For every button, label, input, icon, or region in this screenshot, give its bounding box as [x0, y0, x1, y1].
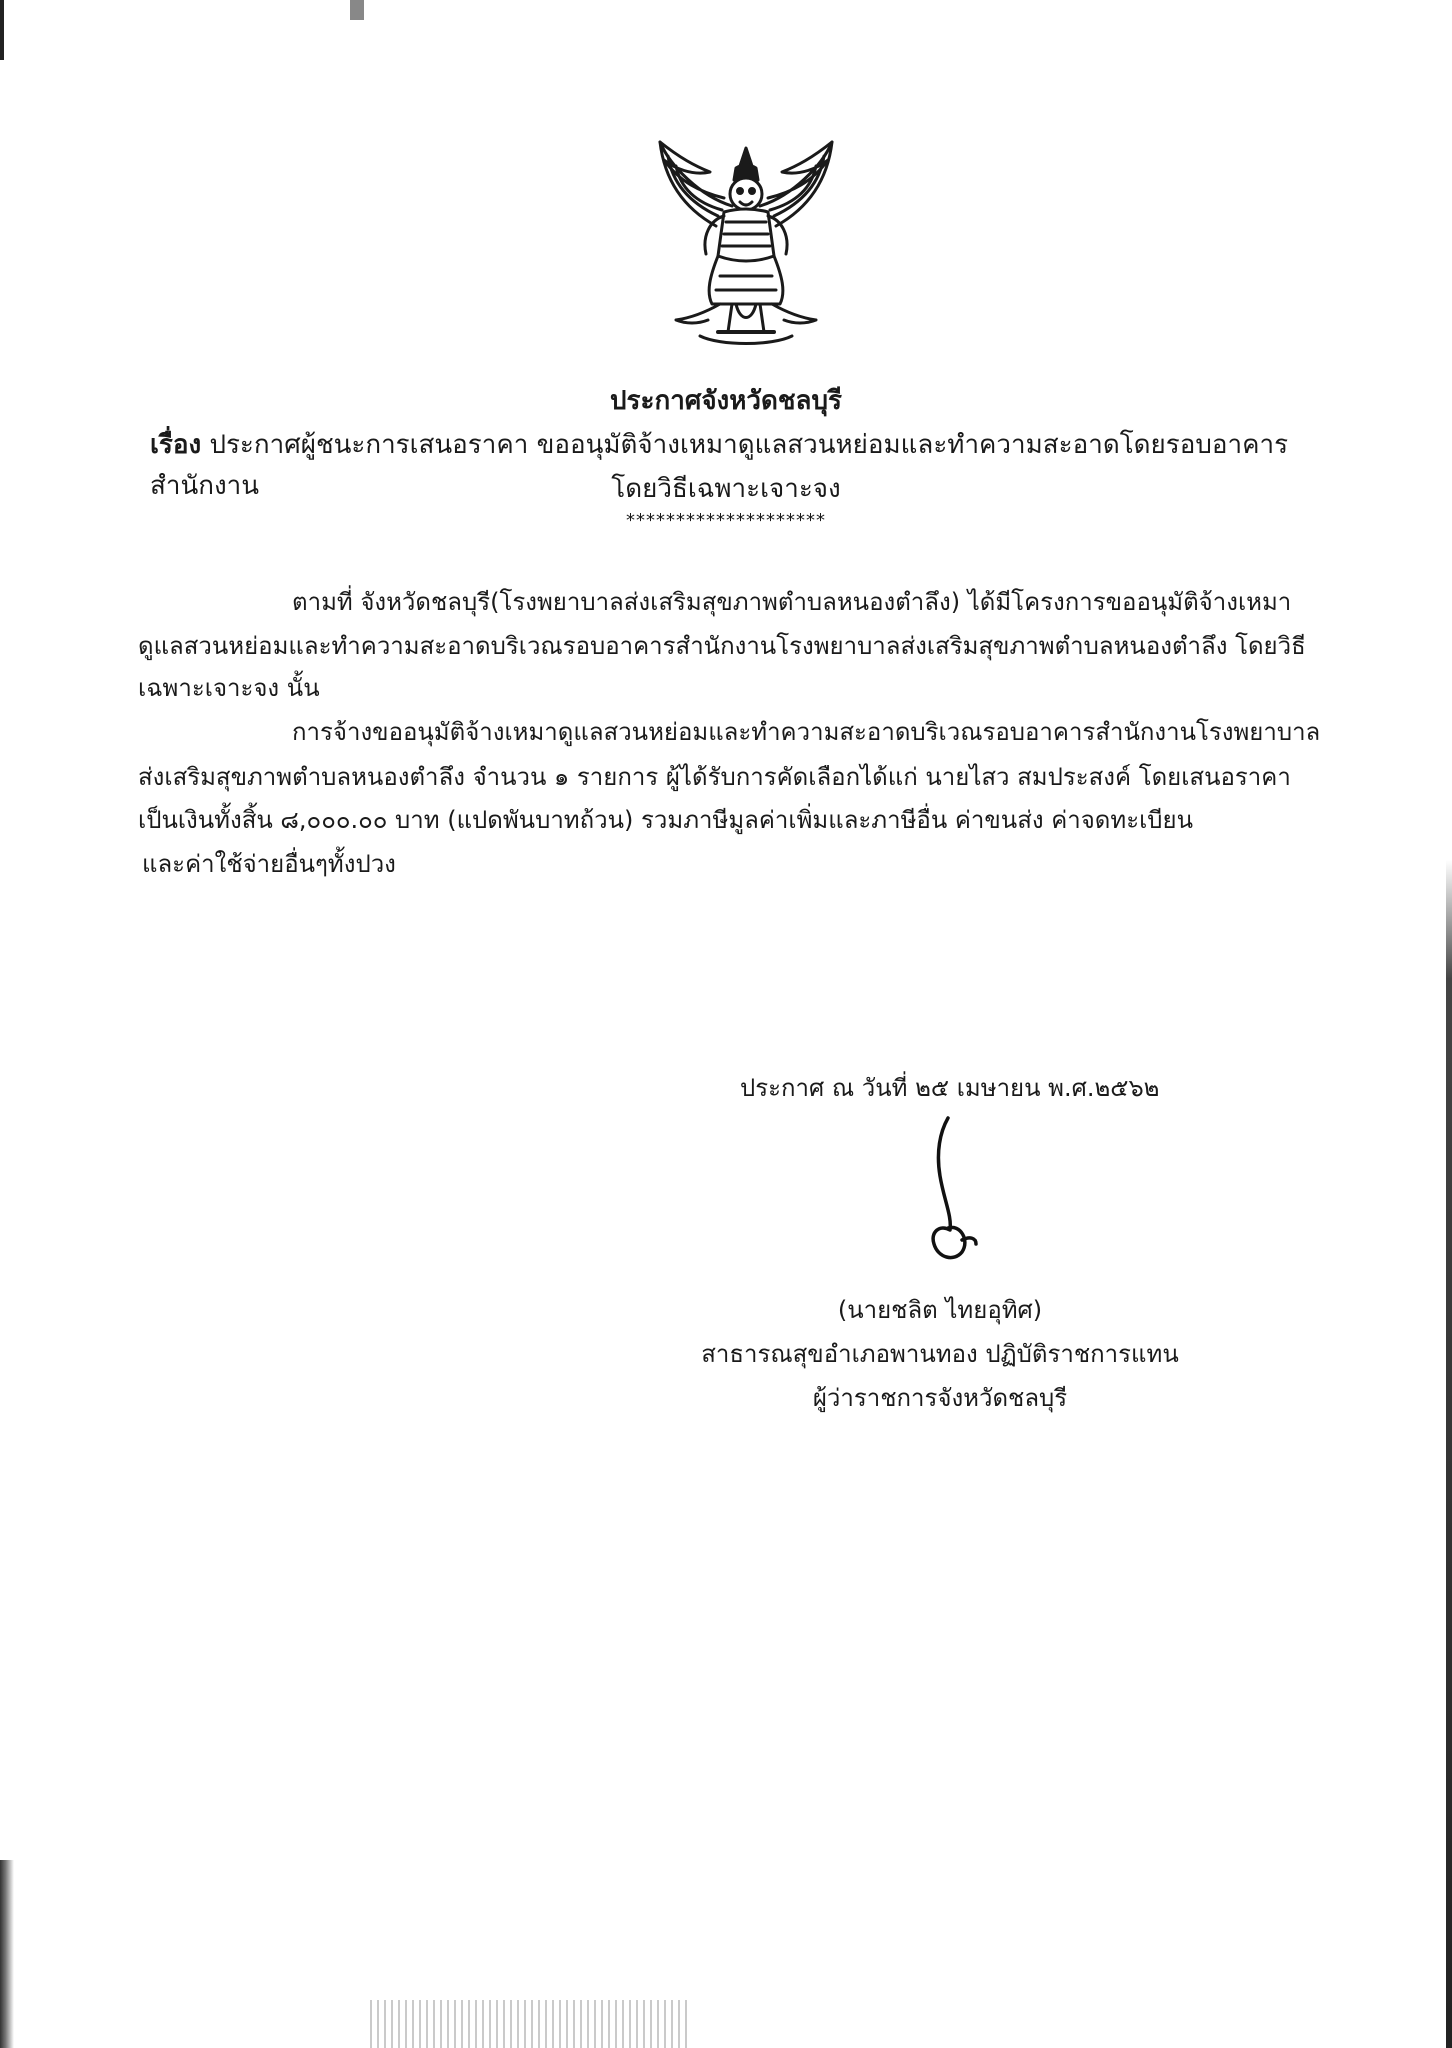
body-line: ดูแลสวนหย่อมและทำความสะอาดบริเวณรอบอาคารสำนักงานโรงพยาบาลส่งเสริมสุขภาพตำบลหนองตำลึง โดยวิธี — [138, 632, 1306, 660]
garuda-emblem-icon — [640, 136, 852, 346]
signatory-position: ผู้ว่าราชการจังหวัดชลบุรี — [812, 1384, 1068, 1412]
body-line: ตามที่ จังหวัดชลบุรี(โรงพยาบาลส่งเสริมสุขภาพตำบลหนองตำลึง) ได้มีโครงการขออนุมัติจ้างเหมา — [292, 588, 1292, 616]
scan-artifact — [1446, 860, 1452, 2048]
scan-artifact — [0, 1860, 14, 2048]
subject-text: ประกาศผู้ชนะการเสนอราคา ขออนุมัติจ้างเหมาดูแลสวนหย่อมและทำความสะอาดโดยรอบอาคารสำนักงาน — [150, 430, 1289, 501]
signature-icon — [900, 1112, 1000, 1272]
signatory-name: (นายชลิต ไทยอุทิศ) — [837, 1296, 1043, 1324]
page-title: ประกาศจังหวัดชลบุรี — [610, 386, 842, 416]
body-line: และค่าใช้จ่ายอื่นๆทั้งปวง — [142, 850, 396, 878]
scan-artifact — [0, 0, 4, 60]
separator: ******************** — [626, 510, 826, 531]
scan-artifact — [350, 0, 364, 20]
subject-label: เรื่อง — [150, 430, 202, 460]
procurement-method: โดยวิธีเฉพาะเจาะจง — [611, 474, 841, 504]
body-line: เป็นเงินทั้งสิ้น ๘,๐๐๐.๐๐ บาท (แปดพันบาทถ้วน) รวมภาษีมูลค่าเพิ่มและภาษีอื่น ค่าขนส่ง ค่าจดทะเบียน — [138, 806, 1193, 834]
announcement-date: ประกาศ ณ วันที่ ๒๕ เมษายน พ.ศ.๒๕๖๒ — [740, 1074, 1160, 1102]
body-line: การจ้างขออนุมัติจ้างเหมาดูแลสวนหย่อมและทำความสะอาดบริเวณรอบอาคารสำนักงานโรงพยาบาล — [292, 718, 1321, 746]
body-line: เฉพาะเจาะจง นั้น — [138, 674, 320, 702]
scan-artifact — [370, 2000, 690, 2048]
body-line: ส่งเสริมสุขภาพตำบลหนองตำลึง จำนวน ๑ รายการ ผู้ได้รับการคัดเลือกได้แก่ นายไสว สมประสงค์ โดยเสนอราคา — [138, 763, 1291, 791]
signatory-position: สาธารณสุขอำเภอพานทอง ปฏิบัติราชการแทน — [701, 1340, 1179, 1368]
